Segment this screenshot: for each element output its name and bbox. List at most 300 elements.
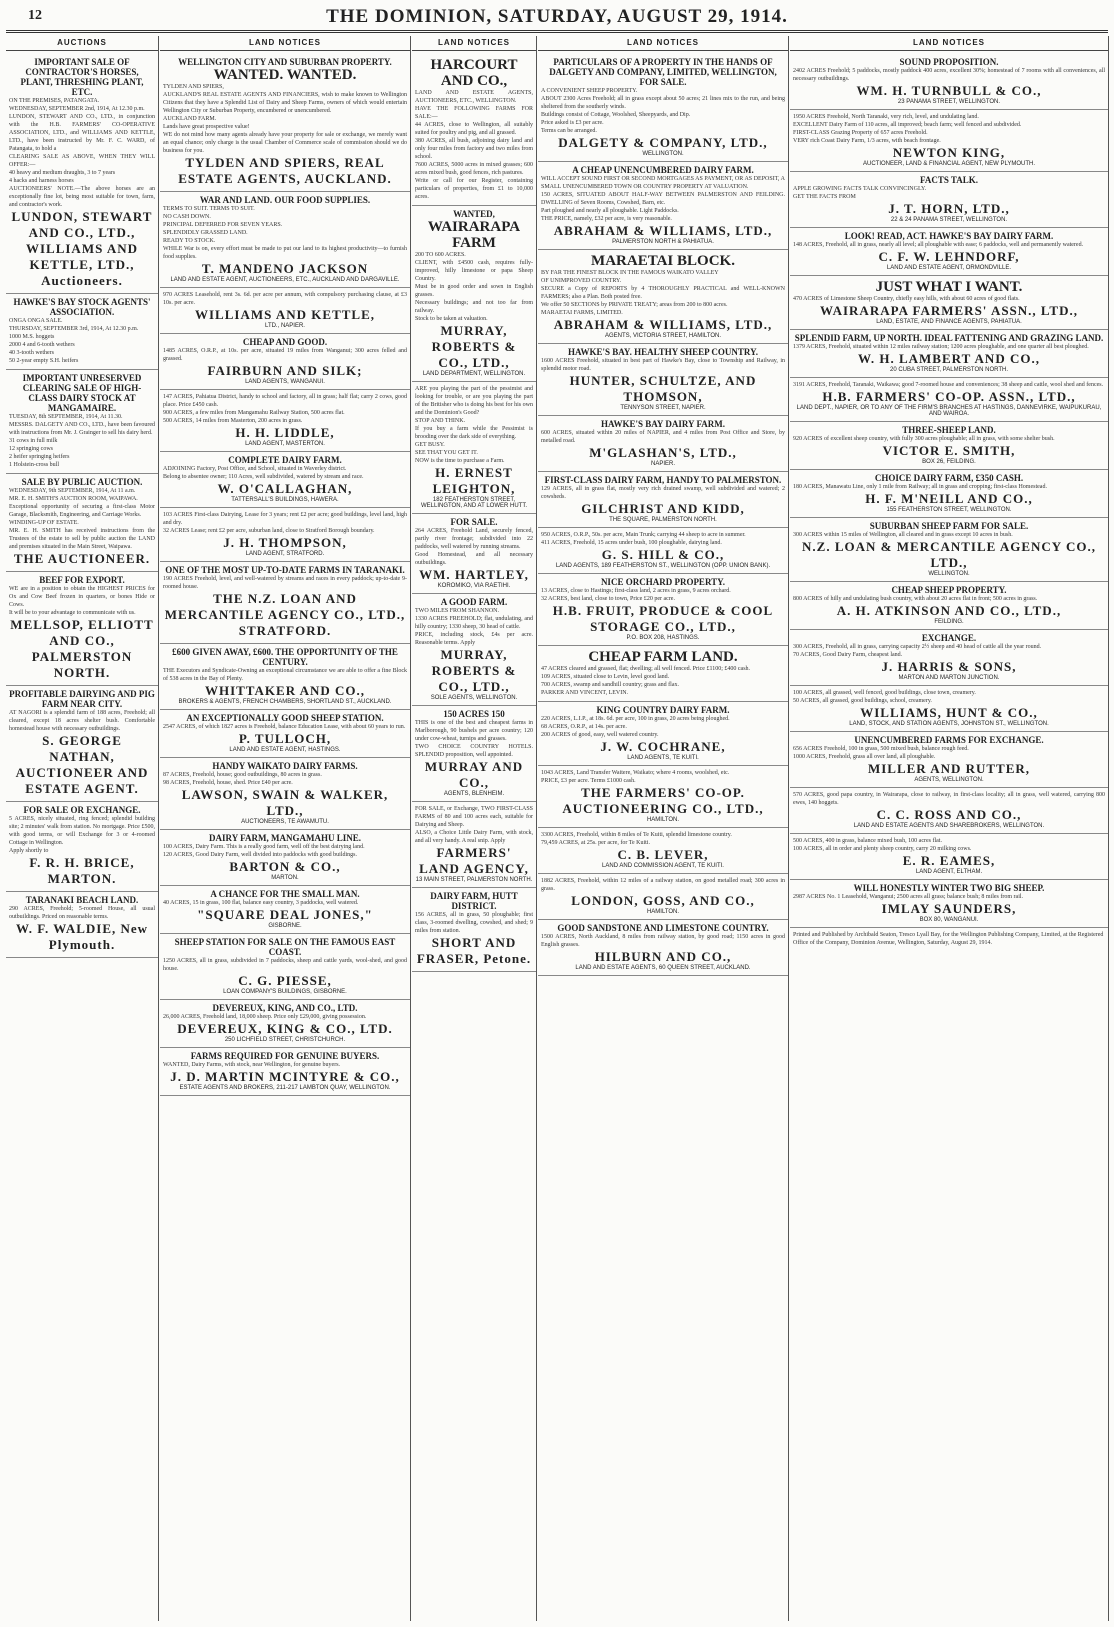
ad-text-line: SPLENDIDLY GRASSED LAND. bbox=[163, 230, 248, 236]
ad-heading: SPLENDID FARM, UP NORTH. IDEAL FATTENING AND GRAZING LAND. bbox=[794, 333, 1104, 343]
ad-agent-name: W. O'CALLAGHAN, bbox=[217, 481, 353, 496]
advertisement bbox=[790, 378, 1108, 422]
ad-text-line: 200 ACRES of good, easy, well watered country. bbox=[541, 732, 659, 738]
ad-agent-address: LAND, ESTATE, AND FINANCE AGENTS, PAHIATUA. bbox=[876, 319, 1022, 325]
advertisement bbox=[160, 334, 410, 390]
advertisement bbox=[6, 54, 158, 294]
ad-text-line: 3300 ACRES, Freehold, within 8 miles of Te Kuiti, splendid limestone country. bbox=[541, 832, 732, 838]
ad-heading: WILL HONESTLY WINTER TWO BIG SHEEP. bbox=[853, 883, 1045, 893]
advertisement bbox=[160, 1000, 410, 1048]
advertisement bbox=[412, 514, 536, 594]
ad-agent-address: BOX 26, FEILDING. bbox=[922, 459, 976, 465]
advertisement bbox=[160, 562, 410, 644]
ad-text-line: 12 springing cows bbox=[9, 446, 53, 452]
advertisement bbox=[790, 330, 1108, 378]
ad-text-line: PARKER AND VINCENT, LEVIN. bbox=[541, 690, 629, 696]
ad-text-line: AUCKLAND FARM. bbox=[163, 116, 217, 122]
ad-agent-address: LAND AND ESTATE AGENT, AUCTIONEERS, ETC., AUCKLAND AND DARGAVILLE. bbox=[170, 277, 400, 283]
ad-text-line: 1950 ACRES Freehold, North Taranaki, very rich, level, and undulating land. bbox=[793, 114, 979, 120]
advertisement bbox=[160, 508, 410, 562]
ad-text-line: SEE THAT YOU GET IT. bbox=[415, 450, 478, 456]
ad-agent-name: C. F. W. LEHNDORF, bbox=[878, 249, 1020, 264]
ad-heading: DAIRY FARM, MANGAMAHU LINE. bbox=[209, 833, 361, 843]
advertisement bbox=[412, 54, 536, 206]
ad-text-line: 1379 ACRES, Freehold, situated within 12 miles railway station; 1200 acres ploughable, and one quarter all best ploughed. bbox=[793, 344, 1089, 350]
ad-agent-name: C. G. PIESSE, bbox=[238, 973, 332, 988]
advertisement bbox=[790, 834, 1108, 880]
ad-agent-address: GISBORNE. bbox=[268, 923, 302, 929]
ad-heading: SALE BY PUBLIC AUCTION. bbox=[21, 477, 143, 487]
ad-heading: A CHEAP UNENCUMBERED DAIRY FARM. bbox=[572, 165, 754, 175]
ad-text-line: 26,000 ACRES, Freehold land, 18,000 sheep. Price only £29,000, giving possession. bbox=[163, 1014, 367, 1020]
ad-text-line: WINDING-UP OF ESTATE. bbox=[9, 520, 79, 526]
advertisement bbox=[790, 880, 1108, 928]
column-4 bbox=[538, 36, 789, 1621]
ad-agent-name: W. H. LAMBERT AND CO., bbox=[858, 351, 1040, 366]
ad-agent-name: E. R. EAMES, bbox=[902, 853, 996, 868]
ad-agent-address: LAND AND ESTATE AGENTS AND SHAREBROKERS, WELLINGTON. bbox=[853, 823, 1045, 829]
page-number: 12 bbox=[28, 8, 42, 23]
ad-agent-name: WM. H. TURNBULL & CO., bbox=[856, 83, 1042, 98]
ad-text-line: Belong to absentee owner; 110 Acres, well subdivided, watered by stream and race. bbox=[163, 474, 364, 480]
advertisement bbox=[538, 702, 788, 766]
ad-heading: COMPLETE DAIRY FARM. bbox=[228, 455, 342, 465]
ad-text-line: 1500 ACRES, North Auckland, 8 miles from railway station, by good road; 1150 acres in good English grasses. bbox=[541, 934, 785, 948]
advertisement bbox=[538, 828, 788, 874]
ad-agent-address: THE SQUARE, PALMERSTON NORTH. bbox=[609, 517, 717, 523]
ad-text-line: 300 ACRES within 15 miles of Wellington, all cleared and in grass except 10 acres in bush. bbox=[793, 532, 1013, 538]
ad-heading: EXCHANGE. bbox=[921, 633, 977, 643]
ad-text-line: 109 ACRES, situated close to Levin, level good land. bbox=[541, 674, 670, 680]
ad-agent-name: MURRAY, ROBERTS & CO., LTD., bbox=[431, 647, 517, 694]
ad-text-line: Price asked is £3 per acre. bbox=[541, 120, 604, 126]
ad-agent-address: TENNYSON STREET, NAPIER. bbox=[620, 405, 706, 411]
ad-agent-name: F. R. H. BRICE, MARTON. bbox=[29, 855, 135, 886]
ad-text-line: 2402 ACRES Freehold; 5 paddocks, mostly paddock 400 acres, excellent 30%; homestead of 7 rooms with all conveniences, all necessary outbuildings. bbox=[793, 68, 1105, 82]
ad-heading: DEVEREUX, KING, AND CO., LTD. bbox=[212, 1003, 358, 1013]
ad-heading: HAWKE'S BAY STOCK AGENTS' ASSOCIATION. bbox=[13, 297, 151, 317]
ad-agent-name: J. D. MARTIN MCINTYRE & CO., bbox=[170, 1069, 400, 1084]
ad-text-line: TERMS TO SUIT. TERMS TO SUIT. bbox=[163, 206, 255, 212]
ad-agent-name: FARMERS' LAND AGENCY, bbox=[419, 845, 529, 876]
ad-text-line: Exceptional opportunity of securing a first-class Motor Garage, Blacksmith, Engineering, and Carriage Works. bbox=[9, 504, 155, 518]
ad-text-line: OF UNIMPROVED COUNTRY. bbox=[541, 278, 622, 284]
ad-heading: PROFITABLE DAIRYING AND PIG FARM NEAR CITY. bbox=[9, 689, 155, 709]
ad-text-line: 950 ACRES, O.R.P., 50s. per acre, Main Trunk; carrying 44 sheep to acre in summer. bbox=[541, 532, 746, 538]
ad-heading: FARMS REQUIRED FOR GENUINE BUYERS. bbox=[190, 1051, 380, 1061]
column-heading: AUCTIONS bbox=[6, 36, 158, 51]
ad-agent-address: LAND AGENTS, 189 FEATHERSTON ST., WELLINGTON (OPP. UNION BANK). bbox=[555, 563, 771, 569]
ad-text-line: 103 ACRES First-class Dairying, Lease for 3 years; rent £2 per acre; good buildings, level land, high and dry. bbox=[163, 512, 407, 526]
ad-agent-address: LAND AND ESTATE AGENT, HASTINGS. bbox=[229, 747, 341, 753]
advertisement bbox=[160, 54, 410, 192]
ad-agent-address: KOROMIKO, VIA RAETIHI. bbox=[437, 583, 511, 589]
ad-display-title: MARAETAI BLOCK. bbox=[591, 253, 735, 269]
ad-text-line: FIRST-CLASS Grazing Property of 657 acres Freehold. bbox=[793, 130, 928, 136]
ad-text-line: Lands have great prospective value! bbox=[163, 124, 250, 130]
advertisement bbox=[412, 594, 536, 706]
advertisement bbox=[538, 874, 788, 920]
ad-heading: CHEAP AND GOOD. bbox=[242, 337, 328, 347]
ad-text-line: 3191 ACRES, Freehold, Taranaki, Waikawa; good 7-roomed house and conveniences; 38 sheep and cattle, wool shed and fences. bbox=[793, 382, 1104, 388]
ad-heading: 150 ACRES 150 bbox=[443, 709, 505, 719]
ad-agent-address: LAND AND ESTATE AGENT, ORMONDVILLE. bbox=[886, 265, 1012, 271]
ad-text-line: WILL ACCEPT SOUND FIRST OR SECOND MORTGAGES AS PAYMENT, OR AS DEPOSIT, A SMALL UNENCUMBERED TOWN OR COUNTRY PROPERTY AT VALUATION. bbox=[541, 176, 785, 190]
ad-text-line: 50 ACRES, all grassed, good buildings, school, creamery. bbox=[793, 698, 932, 704]
ad-text-line: 147 ACRES, Pahiatua District, handy to school and factory, all in grass; half flat; carry 2 cows, good place. Price £450 cash. bbox=[163, 394, 407, 408]
advertisement bbox=[160, 644, 410, 710]
ad-agent-name: LONDON, GOSS, AND CO., bbox=[571, 893, 755, 908]
ad-agent-name: HILBURN AND CO., bbox=[594, 949, 732, 964]
ad-heading: SOUND PROPOSITION. bbox=[899, 57, 999, 67]
advertisement bbox=[790, 518, 1108, 582]
ad-agent-name: THE FARMERS' CO-OP. AUCTIONEERING CO., LTD., bbox=[562, 785, 764, 816]
ad-agent-name: HUNTER, SCHULTZE, AND THOMSON, bbox=[569, 373, 757, 404]
advertisement bbox=[160, 830, 410, 886]
ad-text-line: WE do not mind how many agents already have your property for sale or exchange, we merely want an equal chance; only charge is the usual Chamber of Commerce scale of commission should we do business for you. bbox=[163, 132, 407, 154]
printer-imprint: Printed and Published by Archibald Seaton, Tresco Lyall Bay, for the Wellington Publishing Company, Limited, at the Registered Office of the Company, Dominion Avenue, Wellington, Saturday, August 29, 1914. bbox=[793, 932, 1104, 946]
ad-text-line: 100 ACRES, all grassed, well fenced, good buildings, close town, creamery. bbox=[793, 690, 976, 696]
advertisement bbox=[160, 1048, 410, 1096]
advertisement bbox=[538, 766, 788, 828]
ad-text-line: THE PRICE, namely, £32 per acre, is very reasonable. bbox=[541, 216, 672, 222]
ad-agent-address: HAMILTON. bbox=[646, 817, 680, 823]
ad-agent-name: MURRAY, ROBERTS & CO., LTD., bbox=[431, 323, 517, 370]
ad-text-line: ON THE PREMISES, PATANGATA. bbox=[9, 98, 100, 104]
advertisement bbox=[160, 192, 410, 288]
ad-text-line: LAND AND ESTATE AGENTS, AUCTIONEERS, ETC., WELLINGTON. bbox=[415, 90, 533, 104]
ad-agent-name: SHORT AND FRASER, Petone. bbox=[416, 935, 532, 966]
ad-text-line: 500 ACRES, 14 miles from Masterton, 200 acres in grass. bbox=[163, 418, 303, 424]
ad-text-line: SECURE a Copy of REPORTS by 4 THOROUGHLY PRACTICAL and WELL-KNOWN FARMERS; also a Plan. Both posted free. bbox=[541, 286, 785, 300]
ad-agent-name: LUNDON, STEWART AND CO., LTD., WILLIAMS AND KETTLE, LTD., Auctioneers. bbox=[11, 209, 153, 288]
ad-agent-name: WAIRARAPA FARMERS' ASSN., LTD., bbox=[820, 303, 1078, 318]
ad-text-line: Must be in good order and sown in English grasses. bbox=[415, 284, 533, 298]
ad-heading: FIRST-CLASS DAIRY FARM, HANDY TO PALMERSTON. bbox=[544, 475, 782, 485]
ad-agent-name: H.B. FARMERS' CO-OP. ASSN., LTD., bbox=[822, 389, 1076, 404]
ad-heading: TARANAKI BEACH LAND. bbox=[25, 895, 139, 905]
ad-text-line: 40 ACRES, 15 in grass, 100 flat, balance easy country, 3 paddocks, well watered. bbox=[163, 900, 359, 906]
ad-agent-address: SOLE AGENTS, WELLINGTON. bbox=[430, 695, 518, 701]
ad-text-line: ABOUT 2300 Acres Freehold; all in grass except about 50 acres; 21 lines mix to the run, and being sheltered from the southerly winds. bbox=[541, 96, 785, 110]
advertisement bbox=[538, 54, 788, 162]
ad-agent-address: LAND AGENTS, TE KUITI. bbox=[627, 755, 699, 761]
advertisement bbox=[6, 802, 158, 892]
ad-text-line: BY FAR THE FINEST BLOCK IN THE FAMOUS WAIKATO VALLEY bbox=[541, 270, 719, 276]
ad-text-line: 32 ACRES, best land, close to town, Price £20 per acre. bbox=[541, 596, 675, 602]
ad-text-line: A CONVENIENT SHEEP PROPERTY. bbox=[541, 88, 638, 94]
ad-agent-name: THE N.Z. LOAN AND MERCANTILE AGENCY CO., LTD., STRATFORD. bbox=[164, 591, 406, 638]
ad-display-title: CHEAP FARM LAND. bbox=[588, 649, 738, 665]
ad-text-line: 129 ACRES, all in grass flat, mostly very rich drained swamp, well subdivided and watered; 2 cowsheds. bbox=[541, 486, 785, 500]
ad-text-line: Stock to be taken at valuation. bbox=[415, 316, 488, 322]
ad-text-line: 570 ACRES, good papa country, in Wairarapa, close to railway, in first-class locality; all in grass, well watered, carrying 800 ewes, 140 hoggets. bbox=[793, 792, 1105, 806]
ad-text-line: 150 ACRES, SITUATED ABOUT HALF-WAY BETWEEN PALMERSTON AND FEILDING. DWELLING of Seven Rooms, Cowshed, Barn, etc. bbox=[541, 192, 785, 206]
advertisement bbox=[790, 172, 1108, 228]
ad-text-line: 100 ACRES, all in order and plenty sheep country, carry 20 milking cows. bbox=[793, 846, 972, 852]
ad-text-line: MR. E. H. SMITH'S AUCTION ROOM, WAIPAWA. bbox=[9, 496, 138, 502]
ad-agent-name: N.Z. LOAN & MERCANTILE AGENCY CO., LTD., bbox=[802, 539, 1096, 570]
ad-agent-name: MILLER AND RUTTER, bbox=[867, 761, 1031, 776]
ad-text-line: PRICE, including stock, £4s per acre. Reasonable terms. Apply bbox=[415, 632, 533, 646]
ad-heading: KING COUNTRY DAIRY FARM. bbox=[596, 705, 730, 715]
ad-text-line: It will be to your advantage to communicate with us. bbox=[9, 610, 136, 616]
ad-text-line: CLIENT, with £4500 cash, requires fully-improved, hilly limestone or papa Sheep Country. bbox=[415, 260, 533, 282]
ad-text-line: 13 ACRES, close to Hastings; first-class land, 2 acres in grass, 9 acres orchard. bbox=[541, 588, 731, 594]
column-heading: LAND NOTICES bbox=[538, 36, 788, 51]
advertisement bbox=[790, 732, 1108, 788]
ad-heading: LOOK! READ, ACT. HAWKE'S BAY DAIRY FARM. bbox=[844, 231, 1054, 241]
ad-text-line: AUCTIONEERS' NOTE.—The above horses are an exceptionally fine lot, being most suitable for town, farm, and contractor's work. bbox=[9, 186, 155, 208]
ad-text-line: 180 ACRES, Manawatu Line, only 1 mile from Railway; all in grass and cropping; first-class Homestead. bbox=[793, 484, 1047, 490]
ad-text-line: 100 ACRES, Dairy Farm. This is a really good farm, well off the best dairying land. bbox=[163, 844, 365, 850]
ad-text-line: 156 ACRES, all in grass, 50 ploughable; first class, 3-roomed dwelling, cowshed, and shed; 9 miles from station. bbox=[415, 912, 533, 934]
ad-text-line: GET THE FACTS FROM bbox=[793, 194, 856, 200]
ad-agent-address: LAND AND COMMISSION AGENT, TE KUITI. bbox=[602, 863, 724, 869]
ad-text-line: 1000 M.S. hoggets bbox=[9, 334, 55, 340]
advertisement bbox=[6, 474, 158, 572]
ad-text-line: WEDNESDAY, 9th SEPTEMBER, 1914, At 11 a.m. bbox=[9, 488, 136, 494]
ad-heading: GOOD SANDSTONE AND LIMESTONE COUNTRY. bbox=[557, 923, 769, 933]
ad-agent-name: MELLSOP, ELLIOTT AND CO., PALMERSTON NORTH. bbox=[10, 617, 154, 680]
ad-agent-address: LAND AGENT, MASTERTON. bbox=[245, 441, 325, 447]
ad-text-line: 148 ACRES, Freehold, all in grass, nearly all level; all ploughable with ease; 6 paddocks, well and permanently watered. bbox=[793, 242, 1084, 248]
ad-agent-address: LAND, STOCK, AND STATION AGENTS, JOHNSTON ST., WELLINGTON. bbox=[849, 721, 1049, 727]
ad-agent-name: TYLDEN AND SPIERS, REAL ESTATE AGENTS, AUCKLAND. bbox=[178, 155, 392, 186]
ad-text-line: THURSDAY, SEPTEMBER 3rd, 1914, At 12.30 p.m. bbox=[9, 326, 139, 332]
ad-text-line: GET BUSY. bbox=[415, 442, 445, 448]
ad-agent-address: ESTATE AGENTS AND BROKERS, 211-217 LAMBTON QUAY, WELLINGTON. bbox=[179, 1085, 391, 1091]
page-title: THE DOMINION, SATURDAY, AUGUST 29, 1914. bbox=[326, 6, 788, 27]
advertisement bbox=[790, 228, 1108, 276]
ad-text-line: PRICE, £3 per acre. Terms £1000 cash. bbox=[541, 778, 636, 784]
ad-text-line: PRINCIPAL DEFERRED FOR SEVEN YEARS. bbox=[163, 222, 283, 228]
ad-heading: IMPORTANT UNRESERVED CLEARING SALE OF HIGH-CLASS DAIRY STOCK AT MANGAMAIRE. bbox=[22, 373, 142, 413]
ad-agent-name: NEWTON KING, bbox=[892, 145, 1006, 160]
ad-agent-name: DEVEREUX, KING & CO., LTD. bbox=[177, 1021, 393, 1036]
ad-text-line: 1043 ACRES, Land Transfer Waitere, Waikato; where 4 rooms, woolshed, etc. bbox=[541, 770, 730, 776]
ad-agent-address: 20 CUBA STREET, PALMERSTON NORTH. bbox=[889, 367, 1009, 373]
ad-agent-address: AUCTIONEER, LAND & FINANCIAL AGENT, NEW PLYMOUTH. bbox=[862, 161, 1036, 167]
ad-heading: FACTS TALK. bbox=[919, 175, 978, 185]
ad-agent-address: AGENTS, VICTORIA STREET, HAMILTON. bbox=[604, 333, 722, 339]
ad-heading: THREE-SHEEP LAND. bbox=[902, 425, 996, 435]
ad-text-line: 2987 ACRES No. 1 Leasehold, Wanganui; 2500 acres all grass; balance bush; 8 miles from rail. bbox=[793, 894, 1024, 900]
column-heading: LAND NOTICES bbox=[160, 36, 410, 51]
ad-text-line: 87 ACRES, Freehold, house; good outbuildings, 80 acres in grass. bbox=[163, 772, 322, 778]
ad-text-line: ONGA ONGA SALE. bbox=[9, 318, 63, 324]
column-1 bbox=[6, 36, 159, 1621]
ad-heading: SUBURBAN SHEEP FARM FOR SALE. bbox=[869, 521, 1029, 531]
ad-agent-name: C. B. LEVER, bbox=[617, 847, 709, 862]
ad-text-line: 40 3-tooth wethers bbox=[9, 350, 54, 356]
ad-display-title: HARCOURT AND CO., bbox=[430, 57, 518, 89]
ad-text-line: 1 Holstein-cross bull bbox=[9, 462, 59, 468]
ad-text-line: CLEARING SALE AS ABOVE, WHEN THEY WILL OFFER:— bbox=[9, 154, 155, 168]
ad-text-line: 40 heavy and medium draughts, 3 to 7 years bbox=[9, 170, 116, 176]
ad-heading: A CHANCE FOR THE SMALL MAN. bbox=[210, 889, 360, 899]
ad-text-line: 2547 ACRES, of which 1827 acres is Freehold, balance Education Lease, with about 60 years to run. bbox=[163, 724, 406, 730]
advertisement bbox=[6, 892, 158, 958]
ad-agent-name: J. H. THOMPSON, bbox=[223, 535, 347, 550]
advertisement bbox=[160, 390, 410, 452]
ad-text-line: We offer 50 SECTIONS by PRIVATE TREATY; areas from 200 to 800 acres. bbox=[541, 302, 728, 308]
ad-text-line: FOR SALE, or Exchange, TWO FIRST-CLASS FARMS of 80 and 100 acres each, suitable for Dairying and Sheep. bbox=[415, 806, 533, 828]
ad-text-line: TUESDAY, 8th SEPTEMBER, 1914, At 11.30. bbox=[9, 414, 123, 420]
ad-text-line: 200 TO 600 ACRES. bbox=[415, 252, 466, 258]
advertisement bbox=[538, 920, 788, 976]
ad-agent-name: A. H. ATKINSON AND CO., LTD., bbox=[836, 603, 1062, 618]
ad-agent-name: FAIRBURN AND SILK; bbox=[207, 363, 363, 378]
advertisement bbox=[790, 422, 1108, 470]
ad-heading: UNENCUMBERED FARMS FOR EXCHANGE. bbox=[854, 735, 1044, 745]
ad-text-line: MARAETAI FARMS, LIMITED. bbox=[541, 310, 623, 316]
ad-text-line: ADJOINING Factory, Post Office, and School, situated in Waverley district. bbox=[163, 466, 347, 472]
ad-heading: IMPORTANT SALE OF CONTRACTOR'S HORSES, PLANT, THRESHING PLANT, ETC. bbox=[20, 57, 144, 97]
ad-text-line: VERY rich Coast Dairy Farm, 1/3 acres, with beach frontage. bbox=[793, 138, 941, 144]
ad-agent-name: WHITTAKER AND CO., bbox=[204, 683, 366, 698]
ad-text-line: 970 ACRES Leasehold, rent 3s. 6d. per acre per annum, with compulsory purchasing clause, at £3 10s. per acre. bbox=[163, 292, 407, 306]
ad-text-line: MESSRS. DALGETY AND CO., LTD., have been favoured with instructions from Mr. J. Grainger to sell his dairy herd. bbox=[9, 422, 155, 436]
ad-text-line: 1600 ACRES Freehold, situated in best part of Hawke's Bay, close to Township and Railway, in splendid motor road. bbox=[541, 358, 785, 372]
ad-text-line: THE Executors and Syndicate-Owning an exceptional circumstance we are able to offer a fine Block of 538 acres in the Bay of Plenty. bbox=[163, 668, 407, 682]
ad-heading: HAWKE'S BAY DAIRY FARM. bbox=[600, 419, 726, 429]
ad-text-line: 220 ACRES, L.I.P., at 18s. 6d. per acre, 100 in grass, 20 acres being ploughed. bbox=[541, 716, 730, 722]
ad-agent-name: DALGETY & COMPANY, LTD., bbox=[558, 135, 768, 150]
ad-agent-address: LAND AND ESTATE AGENTS, 60 QUEEN STREET, AUCKLAND. bbox=[575, 965, 751, 971]
ad-text-line: APPLE GROWING FACTS TALK CONVINCINGLY. bbox=[793, 186, 927, 192]
ad-text-line: 900 ACRES, a few miles from Mangamahu Railway Station, 500 acres flat. bbox=[163, 410, 345, 416]
ad-text-line: 70 ACRES, Good Dairy Farm, cheapest land. bbox=[793, 652, 903, 658]
ad-agent-name: T. MANDENO JACKSON bbox=[201, 261, 369, 276]
advertisement bbox=[6, 686, 158, 802]
ad-text-line: AUCKLAND'S REAL ESTATE AGENTS AND FINANCIERS, wish to make known to Wellington Citizens that they have a Splendid List of Dairy and Sheep Farms, owners of which would entertain Wellington City or Suburban Property, encumbered or unencumbered. bbox=[163, 92, 407, 114]
column-heading: LAND NOTICES bbox=[412, 36, 536, 51]
ad-text-line: Necessary buildings; and not too far from railway. bbox=[415, 300, 533, 314]
ad-text-line: TWO CHOICE COUNTRY HOTELS. SPLENDID proposition, well appointed. bbox=[415, 744, 533, 758]
advertisement bbox=[160, 288, 410, 334]
ad-agent-address: 23 PANAMA STREET, WELLINGTON. bbox=[897, 99, 1001, 105]
ad-agent-address: FEILDING. bbox=[934, 619, 964, 625]
ad-agent-address: NAPIER. bbox=[650, 461, 675, 467]
advertisement bbox=[790, 110, 1108, 172]
advertisement bbox=[538, 528, 788, 574]
ad-text-line: Good Homestead, and all necessary outbuildings. bbox=[415, 552, 533, 566]
ad-text-line: 50 2-year empty S.H. heifers bbox=[9, 358, 79, 364]
ad-text-line: 1882 ACRES, Freehold, within 12 miles of a railway station, on good metalled road; 300 acres in grass. bbox=[541, 878, 785, 892]
ad-text-line: 44 ACRES, close to Wellington, all suitably suited for poultry and pig, and all grassed. bbox=[415, 122, 533, 136]
ad-text-line: 1485 ACRES, O.R.P., at 10s. per acre, situated 19 miles from Wanganui; 300 acres felled and grassed. bbox=[163, 348, 407, 362]
ad-agent-address: HAMILTON. bbox=[646, 909, 680, 915]
ad-text-line: 470 ACRES of Limestone Sheep Country, chiefly easy hills, with about 60 acres of good flats. bbox=[793, 296, 1020, 302]
ad-text-line: 264 ACRES, Freehold Land, securely fenced, partly river frontage; subdivided into 22 paddocks, well watered by running streams. bbox=[415, 528, 533, 550]
ad-heading: WANTED, bbox=[453, 209, 495, 219]
advertisement bbox=[160, 758, 410, 830]
advertisement bbox=[790, 582, 1108, 630]
ad-text-line: 920 ACRES of excellent sheep country, with fully 300 acres ploughable; all in grass, with some shelter bush. bbox=[793, 436, 1055, 442]
ad-text-line: MR. E. H. SMITH has received instructions from the Trustees of the estate to sell by public auction the LAND and premises situated in the Main Street, Waipawa. bbox=[9, 528, 155, 550]
advertisement bbox=[538, 416, 788, 472]
ad-text-line: READY TO STOCK. bbox=[163, 238, 216, 244]
ad-agent-address: 13 MAIN STREET, PALMERSTON NORTH. bbox=[415, 877, 533, 883]
ad-agent-name: WILLIAMS, HUNT & CO., bbox=[860, 705, 1038, 720]
ad-text-line: THIS is one of the best and cheapest farms in Marlborough, 90 bushels per acre country; 120 under cow-wheat, turnips and grasses. bbox=[415, 720, 533, 742]
advertisement bbox=[6, 370, 158, 474]
ad-agent-name: H. F. M'NEILL AND CO., bbox=[865, 491, 1033, 506]
ad-agent-name: ABRAHAM & WILLIAMS, LTD., bbox=[553, 223, 773, 238]
ad-agent-address: BOX 80, WANGANUI. bbox=[919, 917, 979, 923]
ad-agent-address: TATTERSALL'S BUILDINGS, HAWERA. bbox=[231, 497, 339, 503]
ad-agent-name: H. ERNEST LEIGHTON, bbox=[432, 465, 516, 496]
advertisement bbox=[538, 344, 788, 416]
ad-agent-address: 155 FEATHERSTON STREET, WELLINGTON. bbox=[886, 507, 1012, 513]
ad-text-line: 656 ACRES Freehold, 100 in grass, 500 mixed bush, balance rough feed. bbox=[793, 746, 969, 752]
ad-agent-name: P. TULLOCH, bbox=[238, 731, 332, 746]
ad-agent-address: LAND AGENT, ELTHAM. bbox=[915, 869, 983, 875]
advertisement bbox=[6, 294, 158, 370]
ad-text-line: LUNDON, STEWART AND CO., LTD., in conjunction with the H.B. FARMERS' CO-OPERATIVE ASSOCIATION, LTD., and WILLIAMS AND KETTLE, LTD., have been instructed by Mr. F. C. WARD, of Patangata, to hold a bbox=[9, 114, 155, 152]
ad-text-line: 2000 4 and 6-tooth wethers bbox=[9, 342, 75, 348]
ad-agent-address: LOAN COMPANY'S BUILDINGS, GISBORNE. bbox=[223, 989, 347, 995]
ad-agent-address: 182 FEATHERSTON STREET, WELLINGTON, AND AT LOWER HUTT. bbox=[420, 497, 528, 509]
advertisement bbox=[538, 472, 788, 528]
ad-text-line: 120 ACRES, Good Dairy Farm, well divided into paddocks with good buildings. bbox=[163, 852, 357, 858]
ad-text-line: WHILE War is on, every effort must be made to put our land to its highest productivity—to furnish food supplies. bbox=[163, 246, 407, 260]
ad-agent-name: M'GLASHAN'S, LTD., bbox=[589, 445, 737, 460]
ad-agent-name: "SQUARE DEAL JONES," bbox=[197, 907, 373, 922]
ad-agent-address: MARTON. bbox=[271, 875, 299, 881]
column-2 bbox=[160, 36, 411, 1621]
advertisement bbox=[160, 710, 410, 758]
ad-text-line: 1250 ACRES, all in grass, subdivided in 7 paddocks, sheep and cattle yards, wool-shed, and good house. bbox=[163, 958, 407, 972]
ad-heading: CHEAP SHEEP PROPERTY. bbox=[891, 585, 1007, 595]
ad-agent-address: WELLINGTON. bbox=[928, 571, 970, 577]
advertisement bbox=[412, 206, 536, 382]
ad-agent-name: H.B. FRUIT, PRODUCE & COOL STORAGE CO., LTD., bbox=[552, 603, 774, 634]
ad-text-line: Terms can be arranged. bbox=[541, 128, 597, 134]
ad-text-line: 600 ACRES, situated within 20 miles of NAPIER, and 4 miles from Post Office and Store, by metalled road. bbox=[541, 430, 785, 444]
ad-agent-name: J. HARRIS & SONS, bbox=[881, 659, 1017, 674]
ad-text-line: 2 heifer springing heifers bbox=[9, 454, 70, 460]
ad-heading: FOR SALE OR EXCHANGE. bbox=[23, 805, 141, 815]
ad-text-line: 700 ACRES, swamp and sandhill country; grass and flax. bbox=[541, 682, 679, 688]
ad-agent-address: MARTON AND MARTON JUNCTION. bbox=[898, 675, 1000, 681]
ad-text-line: Buildings consist of Cottage, Woolshed, Sheepyards, and Dip. bbox=[541, 112, 691, 118]
column-heading: LAND NOTICES bbox=[790, 36, 1108, 51]
ad-agent-name: WILLIAMS AND KETTLE, bbox=[194, 307, 375, 322]
ad-agent-address: AGENTS, WELLINGTON. bbox=[914, 777, 984, 783]
ad-heading: CHOICE DAIRY FARM, £350 CASH. bbox=[874, 473, 1024, 483]
ad-agent-name: LAWSON, SWAIN & WALKER, LTD., bbox=[181, 787, 389, 818]
ad-agent-name: MURRAY AND CO., bbox=[424, 759, 524, 790]
ad-heading: SHEEP STATION FOR SALE ON THE FAMOUS EAST COAST. bbox=[174, 937, 396, 957]
ad-heading: PARTICULARS OF A PROPERTY IN THE HANDS OF DALGETY AND COMPANY, LIMITED, WELLINGTON, FOR SALE. bbox=[549, 57, 777, 87]
ad-heading: AN EXCEPTIONALLY GOOD SHEEP STATION. bbox=[186, 713, 384, 723]
ad-agent-name: C. C. ROSS AND CO., bbox=[876, 807, 1022, 822]
ad-heading: WELLINGTON CITY AND SUBURBAN PROPERTY. bbox=[178, 57, 392, 67]
ad-text-line: 4 hacks and harness horses bbox=[9, 178, 74, 184]
advertisement bbox=[160, 934, 410, 1000]
ad-text-line: If you buy a farm while the Pessimist is brooding over the dark side of everything. bbox=[415, 426, 533, 440]
ad-text-line: 380 ACRES, all bush, adjoining dairy land and only four miles from factory and two miles from school. bbox=[415, 138, 533, 160]
ad-text-line: Part ploughed and nearly all ploughable. Light Paddocks. bbox=[541, 208, 679, 214]
advertisement bbox=[160, 452, 410, 508]
ad-agent-name: H. H. LIDDLE, bbox=[235, 425, 335, 440]
advertisement bbox=[790, 54, 1108, 110]
ad-agent-name: WM. HARTLEY, bbox=[419, 567, 529, 582]
ad-agent-name: ABRAHAM & WILLIAMS, LTD., bbox=[553, 317, 773, 332]
ad-text-line: 411 ACRES, Freehold, 15 acres under bush, 100 ploughable, dairying land. bbox=[541, 540, 722, 546]
